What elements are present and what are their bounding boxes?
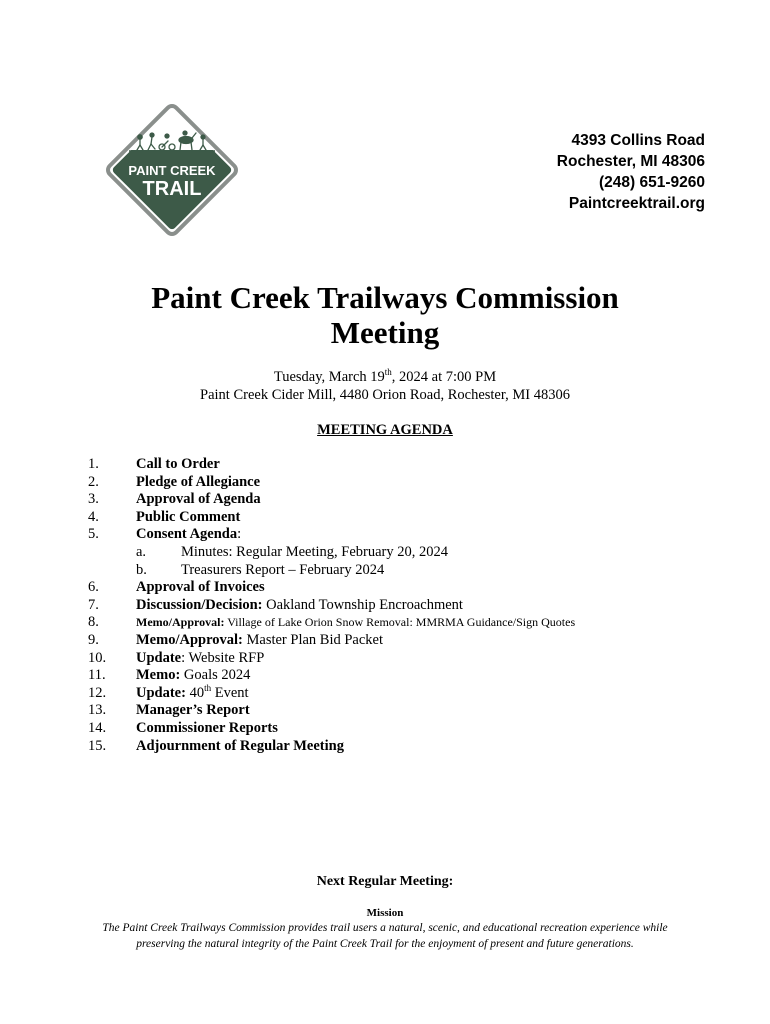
agenda-item: 1. Call to Order xyxy=(88,456,220,472)
agenda-item: 15. Adjournment of Regular Meeting xyxy=(88,737,344,754)
agenda-item: 6. Approval of Invoices xyxy=(88,579,265,596)
meeting-details xyxy=(0,368,770,404)
mission-title: Mission xyxy=(366,907,404,919)
agenda-item: 12. Update: 40th Event xyxy=(88,682,249,701)
street-address: 4393 Collins Road xyxy=(571,132,705,149)
title-line2: Meeting xyxy=(330,315,440,350)
agenda-item: 11. Memo: Goals 2024 xyxy=(88,667,251,684)
agenda-heading: MEETING AGENDA xyxy=(317,422,453,438)
agenda-item: 3. Approval of Agenda xyxy=(88,491,261,508)
agenda-item: 5. Consent Agenda: xyxy=(88,526,242,543)
phone-number[interactable]: (248) 651-9260 xyxy=(599,174,705,191)
agenda-list xyxy=(0,456,770,755)
agenda-item: 9. Memo/Approval: Master Plan Bid Packet xyxy=(88,631,384,648)
agenda-item: 8. Memo/Approval: Village of Lake Orion Snow Removal: MMRMA Guidance/Sign Quotes xyxy=(88,614,576,631)
agenda-subitem: a. Minutes: Regular Meeting, February 20, 2024 xyxy=(136,543,448,560)
agenda-subitem: b. Treasurers Report – February 2024 xyxy=(136,561,385,578)
agenda-item: 14. Commissioner Reports xyxy=(88,719,278,736)
logo-line1: PAINT CREEK xyxy=(128,163,216,178)
page-title xyxy=(0,280,770,350)
agenda-item: 2. Pledge of Allegiance xyxy=(88,473,261,490)
next-meeting-label: Next Regular Meeting: xyxy=(316,874,454,889)
website-link[interactable]: Paintcreektrail.org xyxy=(568,195,705,212)
agenda-item: 10. Update: Website RFP xyxy=(88,649,265,666)
agenda-item: 7. Discussion/Decision: Oakland Township Encroachment xyxy=(88,596,463,613)
agenda-item: 4. Public Comment xyxy=(88,508,241,525)
mission-statement: The Paint Creek Trailways Commission provides trail users a natural, scenic, and educational recreation experience while preserving the natural integrity of the Paint Creek Trail for the enjoyment of present and future generations. xyxy=(102,922,668,950)
title-line1: Paint Creek Trailways Commission xyxy=(151,280,619,315)
address-block xyxy=(540,130,705,214)
city-state-zip: Rochester, MI 48306 xyxy=(556,153,705,170)
meeting-location: Paint Creek Cider Mill, 4480 Orion Road, Rochester, MI 48306 xyxy=(200,387,570,403)
logo-line2: TRAIL xyxy=(142,178,202,200)
paint-creek-trail-logo xyxy=(102,100,242,240)
meeting-date: Tuesday, March 19th, 2024 at 7:00 PM xyxy=(273,367,497,385)
agenda-item: 13. Manager’s Report xyxy=(88,702,250,719)
